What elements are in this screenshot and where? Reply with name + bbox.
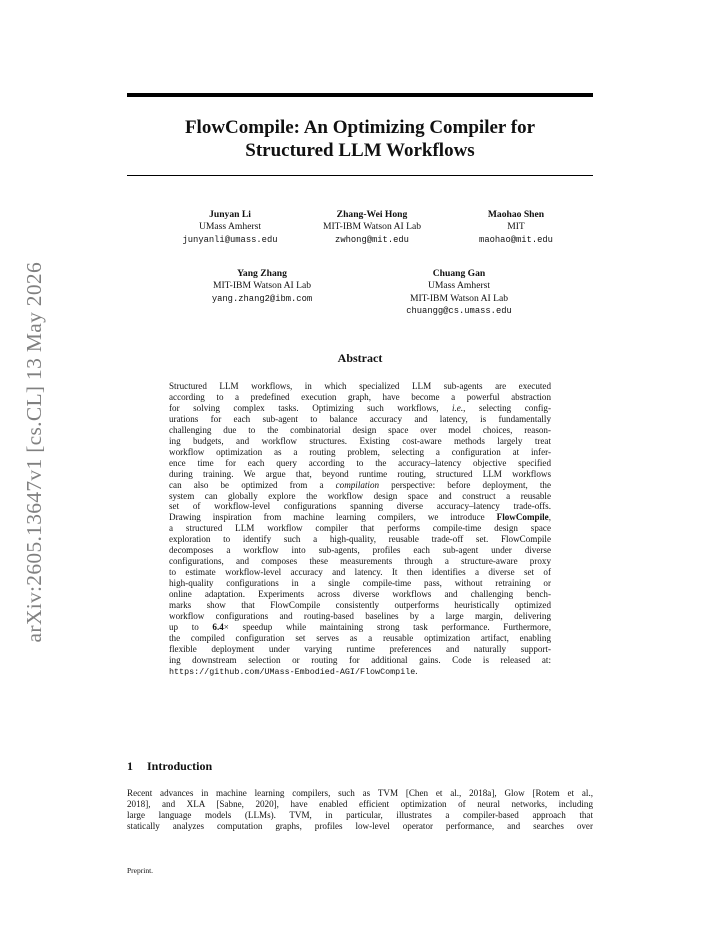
author-affiliation: UMass Amherst [427,280,491,292]
abstract-line: for solving complex tasks. Optimizing such workflows, i.e., selecting config- [169,402,551,413]
abstract-line: ing budgets, and workflow structures. Existing cost-aware methods largely treat [169,435,551,446]
author-name: Maohao Shen [487,209,545,220]
intro-line: Recent advances in machine learning compilers, such as TVM [Chen et al., 2018a], Glow [Rotem et al., [127,788,593,798]
author-affiliation-secondary: MIT-IBM Watson AI Lab [409,292,509,304]
author-block [292,209,452,246]
title-bottom-rule [127,175,593,176]
abstract-line: flexible deployment under varying runtime preferences and naturally support- [169,643,551,654]
section-number: 1 [127,759,133,773]
abstract-line: high-quality configurations in a single compile-time pass, without retraining or [169,578,551,589]
author-affiliation: MIT [507,221,525,233]
abstract-line: configurations, and composes these measurements through a structure-aware proxy [169,556,551,567]
abstract-line: Drawing inspiration from machine learning compilers, we introduce FlowCompile, [169,512,551,523]
author-block [182,268,342,305]
abstract-line: a structured LLM workflow compiler that performs compile-time design space [169,523,551,534]
abstract-line: during training. We argue that, beyond runtime routing, structured LLM workflows [169,468,551,479]
section-title: Introduction [147,759,213,773]
emphasis: compilation [335,479,380,490]
abstract-line: decomposes a workflow into sub-agents, profiles each sub-agent under diverse [169,545,551,556]
abstract-line: can also be optimized from a compilation perspective: before deployment, the [169,479,551,490]
section-heading [127,759,593,773]
abstract-line: the compiled configuration set serves as a reusable optimization artifact, enabling [169,632,551,643]
abstract-line: exploration to identify such a high-quality, reusable trade-off set. FlowCompile [169,534,551,545]
abstract-line: marks show that FlowCompile consistently outperforms heuristically optimized [169,600,551,611]
abstract-line: workflow optimization as a routing problem, selecting a configuration at infer- [169,446,551,457]
author-affiliation: UMass Amherst [198,221,262,233]
author-name: Chuang Gan [432,268,486,279]
abstract-body [169,381,551,678]
abstract-line: system can globally explore the workflow design space and construct a reusable [169,490,551,501]
author-email: chuangg@cs.umass.edu [406,306,512,317]
abstract-line: online adaptation. Experiments across diverse workflows and challenging bench- [169,589,551,600]
abstract-line: set of workflow-level configurations spanning diverse accuracy–latency trade-offs. [169,501,551,512]
system-name: FlowCompile [496,512,549,523]
code-link[interactable]: https://github.com/UMass-Embodied-AGI/FlowCompile [169,666,416,677]
author-block [150,209,310,246]
abstract-line: Structured LLM workflows, in which specialized LLM sub-agents are executed [169,381,551,391]
abstract-line: https://github.com/UMass-Embodied-AGI/FlowCompile. [169,665,418,677]
title-line-2: Structured LLM Workflows [245,140,475,161]
abstract-line: to estimate workflow-level accuracy and latency. It then identifies a diverse set of [169,567,551,578]
title-line-1: FlowCompile: An Optimizing Compiler for [184,117,536,138]
author-block [379,268,539,318]
author-email: junyanli@umass.edu [182,234,278,245]
speedup-value: 6.4 [212,621,224,632]
author-email: maohao@mit.edu [479,234,553,245]
author-block [436,209,596,246]
author-affiliation: MIT-IBM Watson AI Lab [212,280,312,292]
author-affiliation: MIT-IBM Watson AI Lab [322,221,422,233]
abstract-heading: Abstract [337,351,383,365]
intro-line: statically analyzes computation graphs, profiles low-level operator performance, and searches over [127,820,593,831]
abstract-line: urations for each sub-agent to balance accuracy and latency, is fundamentally [169,413,551,424]
emphasis: i.e. [452,402,464,413]
intro-line: 2018], and XLA [Sabne, 2020], have enabled efficient optimization of neural networks, including [127,798,593,809]
author-name: Yang Zhang [237,268,287,279]
arxiv-sidebar-stamp [16,258,52,646]
author-email: zwhong@mit.edu [335,234,409,245]
footer-note: Preprint. [127,866,154,875]
intro-paragraph [127,788,593,832]
paper-title [127,116,593,162]
arxiv-identifier: arXiv:2605.13647v1 [cs.CL] 13 May 2026 [21,261,46,643]
abstract-line: workflow configurations and routing-based baselines by a large margin, delivering [169,611,551,622]
abstract-line: ing downstream selection or routing for additional gains. Code is released at: [169,654,551,665]
abstract-line: ence time for each query according to the accuracy–latency objective specified [169,457,551,468]
author-email: yang.zhang2@ibm.com [211,293,313,304]
abstract-line: challenging due to the combinatorial design space over model choices, reason- [169,424,551,435]
abstract-line: according to a predefined execution graph, have become a powerful abstraction [169,391,551,402]
author-name: Zhang-Wei Hong [336,209,408,220]
intro-line: large language models (LLMs). TVM, in particular, illustrates a compiler-based approach that [127,809,593,820]
title-top-rule [127,93,593,97]
abstract-line: up to 6.4× speedup while maintaining strong task performance. Furthermore, [169,621,551,632]
author-name: Junyan Li [209,209,251,220]
